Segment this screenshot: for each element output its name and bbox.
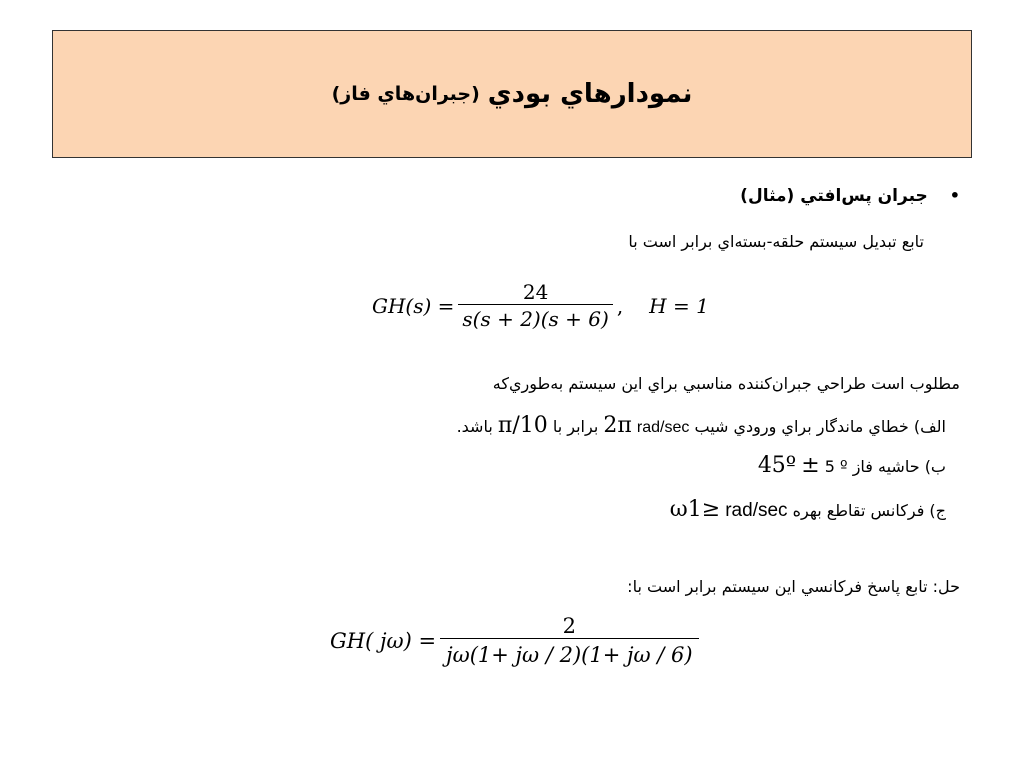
item-a [457, 413, 946, 438]
solution-text: حل: تابع پاسخ فركانسي اين سيستم برابر است با: [627, 577, 960, 596]
item-c-symbol: ω1≥ [669, 497, 721, 522]
item-b-pm: ± [801, 453, 820, 478]
slide-title: نمودارهاي بودي [487, 79, 693, 109]
item-b-tolerance: 5 º [824, 457, 848, 476]
item-a-value: 2π [603, 413, 632, 438]
item-a-prefix: الف) خطاي ماندگار براي ورودي شيب [694, 417, 946, 436]
item-a-ratio: π/10 [497, 413, 548, 438]
bullet-heading [740, 186, 960, 206]
eq1-numerator: 24 [522, 280, 549, 304]
slide-subtitle: (جبران‌هاي فاز) [331, 83, 480, 105]
item-c-unit: rad/sec [725, 500, 788, 521]
intro-text: تابع تبديل سيستم حلقه-بسته‌اي برابر است با [628, 232, 924, 251]
eq1-lhs: GH(s) = [372, 293, 455, 318]
item-c-prefix: ج) فركانس تقاطع بهره [792, 501, 946, 520]
eq1-comma: , [616, 293, 624, 318]
transfer-function-equation [372, 280, 709, 331]
item-a-middle: برابر با [552, 417, 599, 436]
item-a-suffix: باشد. [456, 417, 493, 436]
eq1-denominator: s(s + 2)(s + 6) [458, 304, 612, 331]
frequency-response-equation [330, 614, 703, 667]
eq1-rhs: H = 1 [649, 293, 709, 318]
bullet-dot-icon: • [949, 186, 960, 205]
item-b-prefix: ب) حاشيه فاز [852, 457, 946, 476]
item-b [758, 453, 946, 478]
eq2-denominator: jω(1+ jω / 2)(1+ jω / 6) [440, 638, 699, 667]
item-b-value: 45º [757, 453, 797, 478]
title-banner [52, 30, 972, 158]
eq1-fraction [458, 280, 612, 331]
item-c [670, 497, 946, 522]
bullet-heading-text: جبران پس‌افتي (مثال) [740, 186, 928, 206]
requirement-text: مطلوب است طراحي جبران‌كننده مناسبي براي اين سيستم به‌طوري‌كه [492, 374, 960, 393]
eq2-lhs: GH( jω) = [330, 628, 437, 653]
eq2-fraction [440, 614, 699, 667]
eq2-numerator: 2 [562, 614, 576, 638]
item-a-unit: rad/sec [636, 419, 690, 436]
